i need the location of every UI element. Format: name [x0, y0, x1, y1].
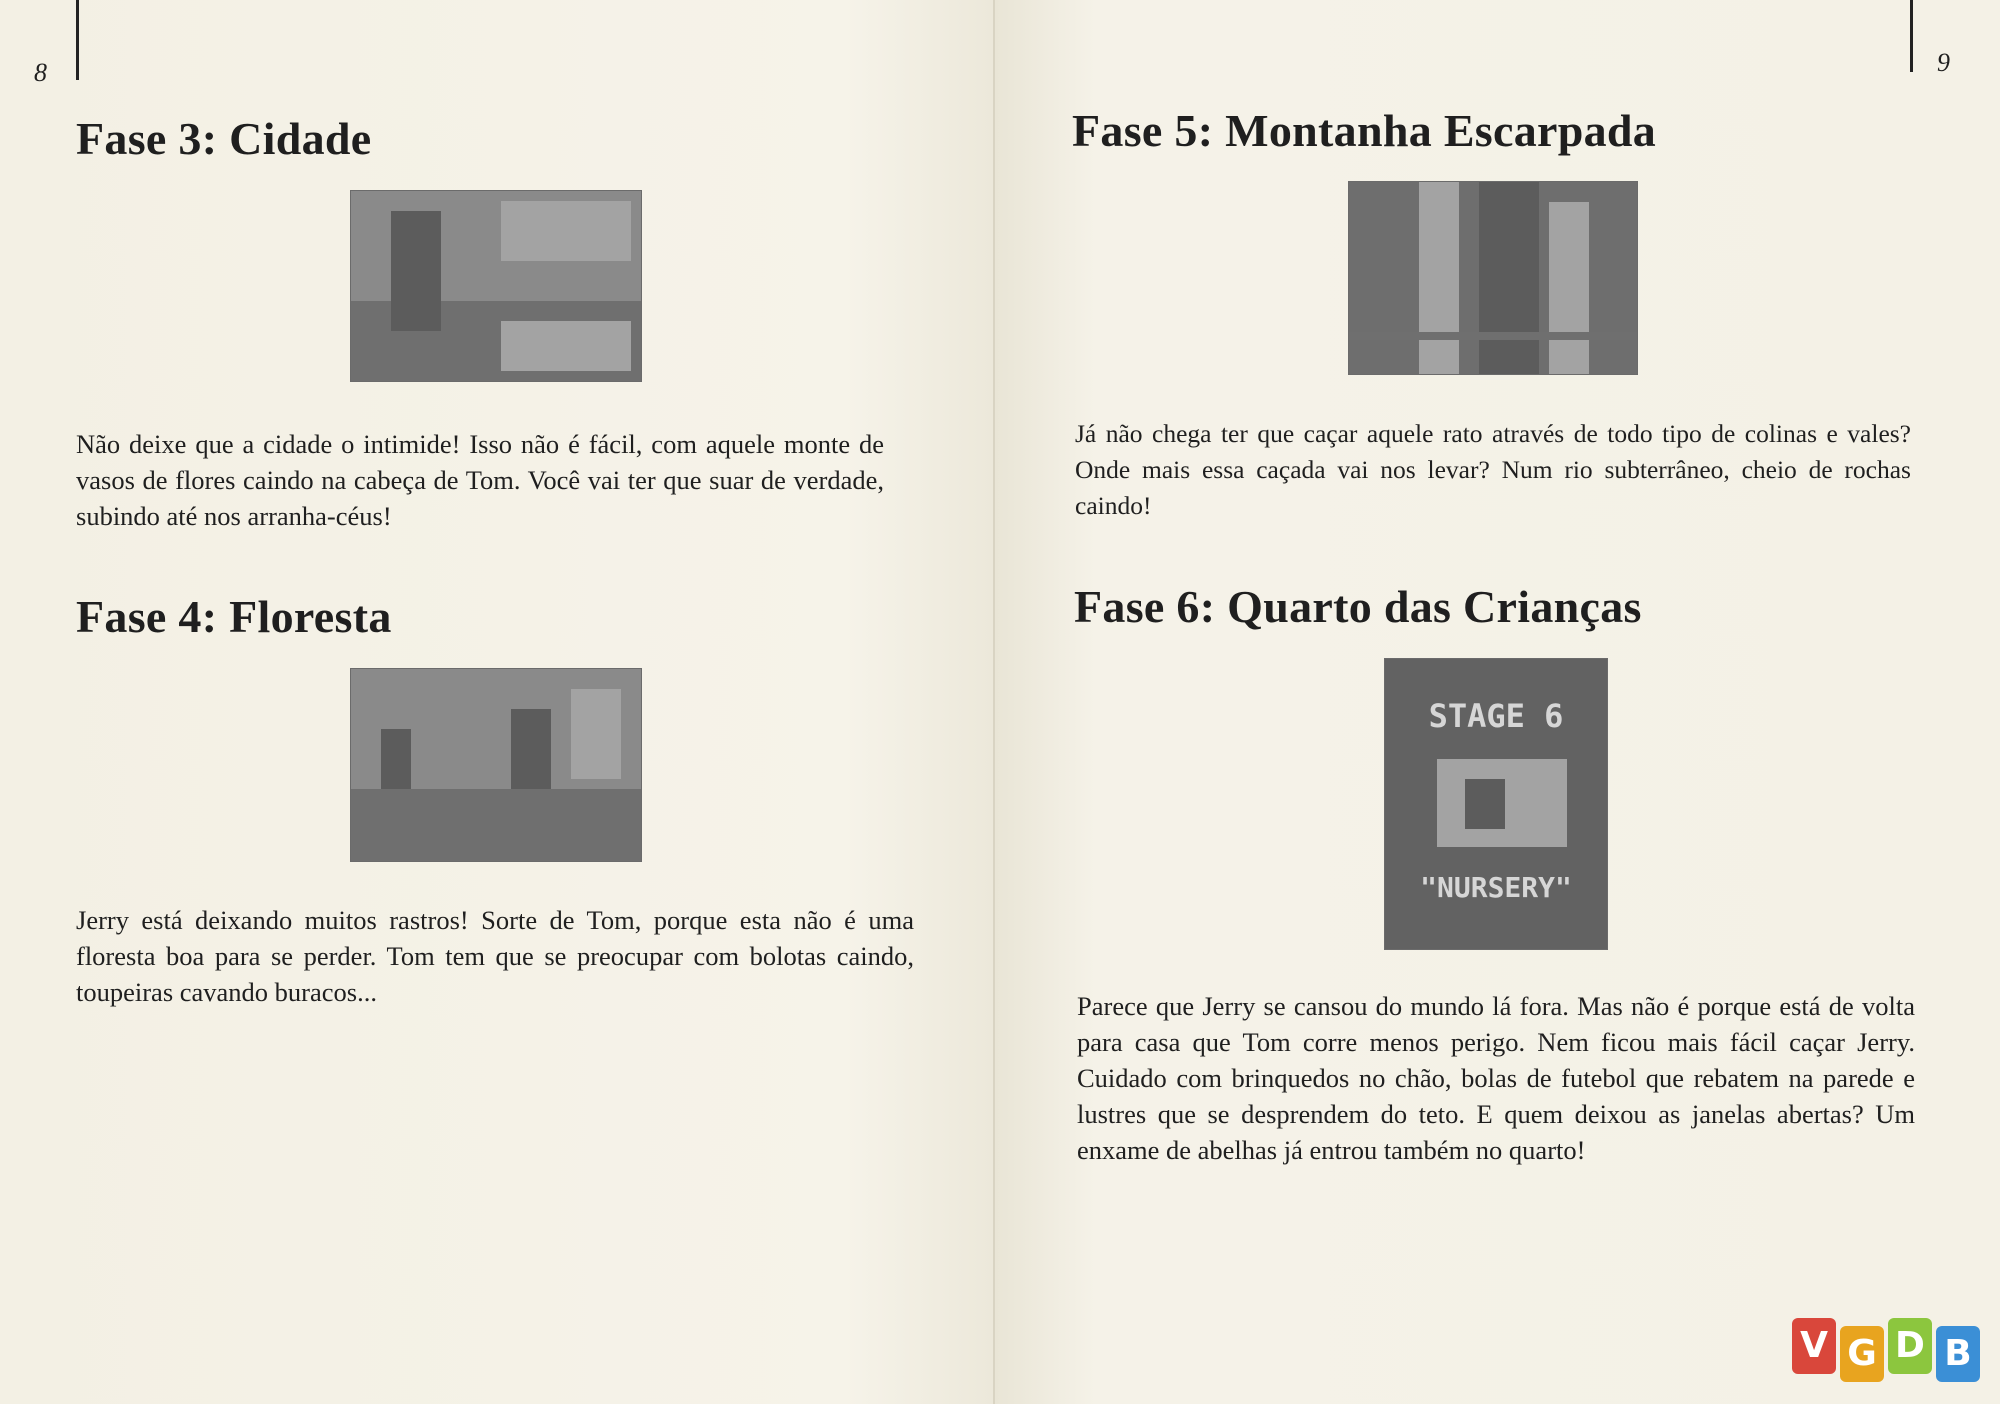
- right-page: [995, 0, 2000, 1404]
- logo-tile-v: V: [1792, 1318, 1836, 1374]
- page-rule: [76, 0, 79, 80]
- section-title-fase-4: Fase 4: Floresta: [76, 591, 392, 642]
- section-title-fase-6: Fase 6: Quarto das Crianças: [1074, 581, 1642, 632]
- left-page: [0, 0, 995, 1404]
- screenshot-stage-label: STAGE 6: [1428, 697, 1564, 735]
- screenshot-montanha: [1348, 181, 1638, 375]
- logo-tile-b: B: [1936, 1326, 1980, 1382]
- section-text-fase-6: Parece que Jerry se cansou do mundo lá fora. Mas não é porque está de volta para casa que Tom corre menos perigo. Nem ficou mais fácil caçar Jerry. Cuidado com brinquedos no chão, bolas de futebol que rebatem na parede e lustres que se desprendem do teto. E quem deixou as janelas abertas? Um enxame de abelhas já entrou também no quarto!: [1077, 991, 1915, 1165]
- section-text-fase-3: Não deixe que a cidade o intimide! Isso não é fácil, com aquele monte de vasos de flores caindo na cabeça de Tom. Você vai ter que suar de verdade, subindo até nos arranha-céus!: [76, 429, 884, 531]
- section-title-fase-5: Fase 5: Montanha Escarpada: [1072, 105, 1657, 156]
- screenshot-cidade: [350, 190, 642, 382]
- section-text-fase-4: Jerry está deixando muitos rastros! Sorte de Tom, porque esta não é uma floresta boa para se perder. Tom tem que se preocupar com bolotas caindo, toupeiras cavando buracos...: [76, 905, 914, 1007]
- section-title-fase-3: Fase 3: Cidade: [76, 113, 372, 164]
- screenshot-stage-name: "NURSERY": [1420, 871, 1572, 904]
- logo-tile-d: D: [1888, 1318, 1932, 1374]
- section-text-fase-5: Já não chega ter que caçar aquele rato através de todo tipo de colinas e vales? Onde mais essa caçada vai nos levar? Num rio subterrâneo, cheio de rochas caindo!: [1075, 419, 1911, 520]
- vgdb-watermark-logo: [1792, 1318, 1988, 1382]
- page-number: 9: [1937, 48, 1950, 77]
- page-rule: [1910, 0, 1913, 72]
- logo-tile-g: G: [1840, 1326, 1884, 1382]
- screenshot-nursery: [1384, 658, 1608, 950]
- page-number: 8: [34, 58, 47, 87]
- screenshot-floresta: [350, 668, 642, 862]
